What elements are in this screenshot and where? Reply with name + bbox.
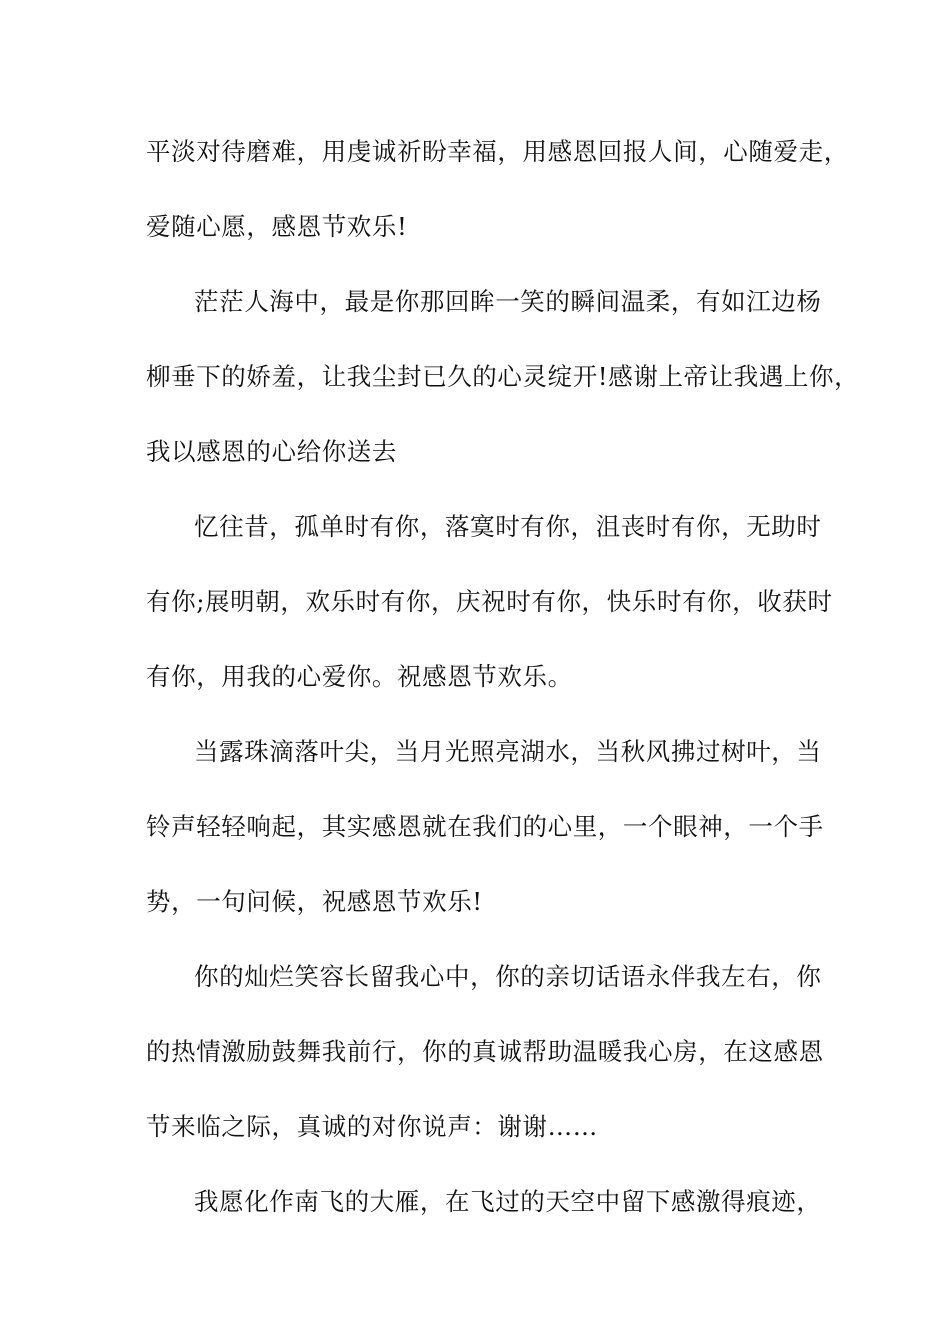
paragraph-first-line: 你的灿烂笑容长留我心中，你的亲切话语永伴我左右，你 — [194, 962, 822, 991]
text-line: 平淡对待磨难，用虔诚祈盼幸福，用感恩回报人间，心随爱走， — [146, 137, 849, 166]
text-line: 爱随心愿，感恩节欢乐! — [146, 212, 408, 241]
text-line: 柳垂下的娇羞，让我尘封已久的心灵绽开!感谢上帝让我遇上你， — [146, 362, 860, 391]
paragraph-first-line: 茫茫人海中，最是你那回眸一笑的瞬间温柔，有如江边杨 — [194, 287, 822, 316]
paragraph-first-line: 忆往昔，孤单时有你，落寞时有你，沮丧时有你，无助时 — [194, 512, 822, 541]
text-line: 的热情激励鼓舞我前行，你的真诚帮助温暖我心房，在这感恩 — [146, 1037, 824, 1066]
text-line: 我以感恩的心给你送去 — [146, 437, 397, 466]
paragraph-first-line: 我愿化作南飞的大雁，在飞过的天空中留下感激得痕迹， — [194, 1187, 822, 1216]
text-line: 有你，用我的心爱你。祝感恩节欢乐。 — [146, 662, 573, 691]
text-line: 铃声轻轻响起，其实感恩就在我们的心里，一个眼神，一个手 — [146, 812, 824, 841]
text-line: 节来临之际，真诚的对你说声：谢谢…… — [146, 1112, 598, 1141]
text-line: 有你;展明朝，欢乐时有你，庆祝时有你，快乐时有你，收获时 — [146, 587, 833, 616]
paragraph-first-line: 当露珠滴落叶尖，当月光照亮湖水，当秋风拂过树叶，当 — [194, 737, 822, 766]
text-line: 势，一句问候，祝感恩节欢乐! — [146, 887, 483, 916]
